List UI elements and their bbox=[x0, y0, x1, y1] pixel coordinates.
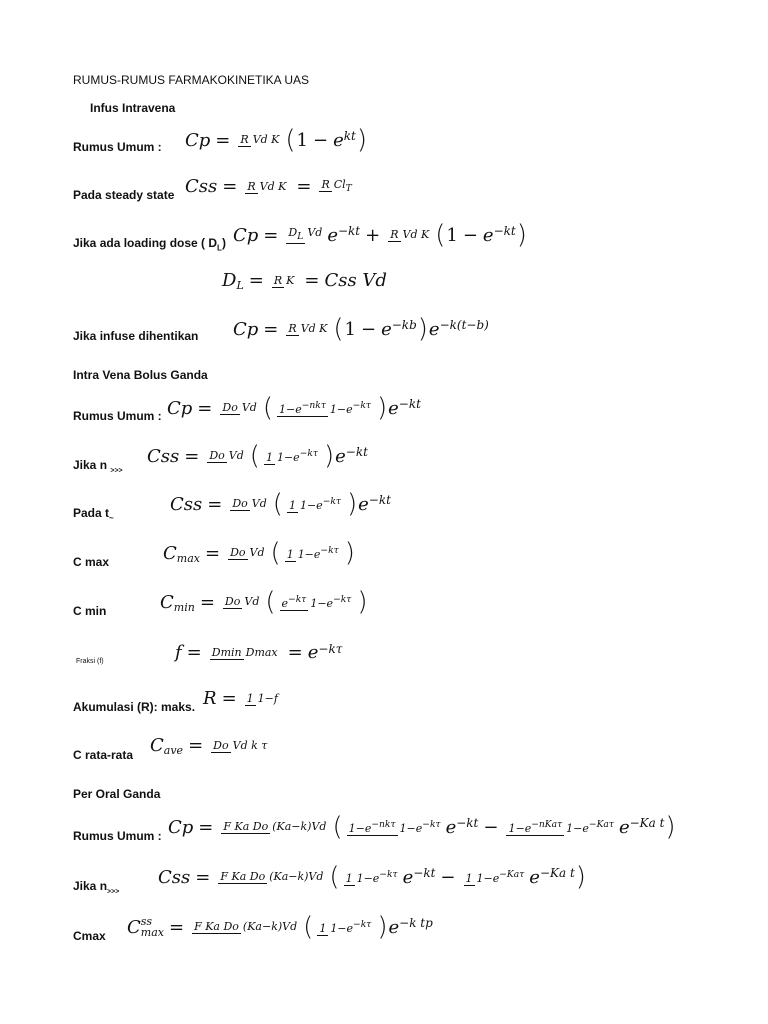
equation-oral-general: Cp = F Ka Do (Ka−k)Vd ( $1-e^{-nk\tau}$ $1-e^{-k\tau}$ e −kt − $1-e^{-nKa\tau}$ $1-e^{-Ka\tau}$ e −Ka t ) bbox=[168, 812, 676, 842]
equation-loading-dose-value: D L = R K = Css Vd bbox=[222, 270, 387, 292]
equation-c-max: C max = Do Vd ( 1 $1-e^{-k\tau}$ ) bbox=[163, 538, 355, 568]
label-c-min: C min bbox=[73, 604, 107, 618]
equation-akumulasi: R = 1 1−f bbox=[203, 688, 278, 709]
label-rumus-umum-bolus: Rumus Umum : bbox=[73, 409, 162, 423]
equation-c-average: C ave = Do Vd k τ bbox=[150, 735, 268, 757]
label-akumulasi: Akumulasi (R): maks. bbox=[73, 700, 196, 714]
label-steady-state: Pada steady state bbox=[73, 188, 175, 202]
equation-bolus-css: Css = Do Vd ( 1 $1-e^{-k\tau}$ ) e −kt bbox=[147, 441, 368, 471]
label-loading-dose: Jika ada loading dose ( $D_L$) bbox=[73, 236, 226, 253]
equation-infus-general: Cp = R Vd K ( 1 − e kt ) bbox=[185, 125, 367, 155]
label-jika-n-bolus: Jika n $_{>>>}$ bbox=[73, 458, 123, 475]
equation-infuse-stopped: Cp = R Vd K ( 1 − e −kb ) e −k(t−b) bbox=[233, 314, 489, 344]
label-pada-t: Pada $t_\sim$ bbox=[73, 506, 114, 523]
label-jika-n-oral: Jika $n_{>>>}$ bbox=[73, 879, 120, 896]
label-rumus-umum-infus: Rumus Umum : bbox=[73, 140, 162, 154]
equation-oral-css: Css = F Ka Do (Ka−k)Vd ( 1 $1-e^{-k\tau}$ e −kt − 1 $1-e^{-Ka\tau}$ e −Ka t ) bbox=[158, 862, 586, 892]
equation-c-min: C min = Do Vd ( $e^{-k\tau}$ $1-e^{-k\tau}$ ) bbox=[160, 587, 368, 617]
equation-bolus-t-infinity: Css = Do Vd ( 1 $1-e^{-k\tau}$ ) e −kt bbox=[170, 489, 391, 519]
section-bolus-ganda: Intra Vena Bolus Ganda bbox=[73, 368, 208, 382]
equation-bolus-general: Cp = Do Vd ( $1-e^{-nk\tau}$ $1-e^{-k\tau}$ ) e −kt bbox=[167, 393, 421, 423]
equation-steady-state: Css = R Vd K = R $Cl_T$ bbox=[185, 176, 352, 197]
label-rumus-umum-oral: Rumus Umum : bbox=[73, 829, 162, 843]
label-infuse-stopped: Jika infuse dihentikan bbox=[73, 329, 199, 343]
section-per-oral-ganda: Per Oral Ganda bbox=[73, 787, 161, 801]
label-cmax-oral: Cmax bbox=[73, 929, 106, 943]
section-infus-intravena: Infus Intravena bbox=[90, 101, 176, 115]
label-c-rata-rata: C rata-rata bbox=[73, 748, 134, 762]
equation-oral-cmax: C ss max = F Ka Do (Ka−k)Vd ( 1 $1-e^{-k\tau}$ ) e −k tp bbox=[127, 912, 433, 942]
page-title: RUMUS-RUMUS FARMAKOKINETIKA UAS bbox=[73, 73, 310, 87]
equation-fraksi: f = Dmin Dmax = e −kτ bbox=[175, 641, 343, 663]
equation-loading-dose: Cp = $D_L$ Vd e −kt + R Vd K ( 1 − e −kt ) bbox=[233, 220, 527, 250]
label-fraksi: Fraksi (f) bbox=[76, 658, 104, 665]
label-c-max: C max bbox=[73, 555, 110, 569]
